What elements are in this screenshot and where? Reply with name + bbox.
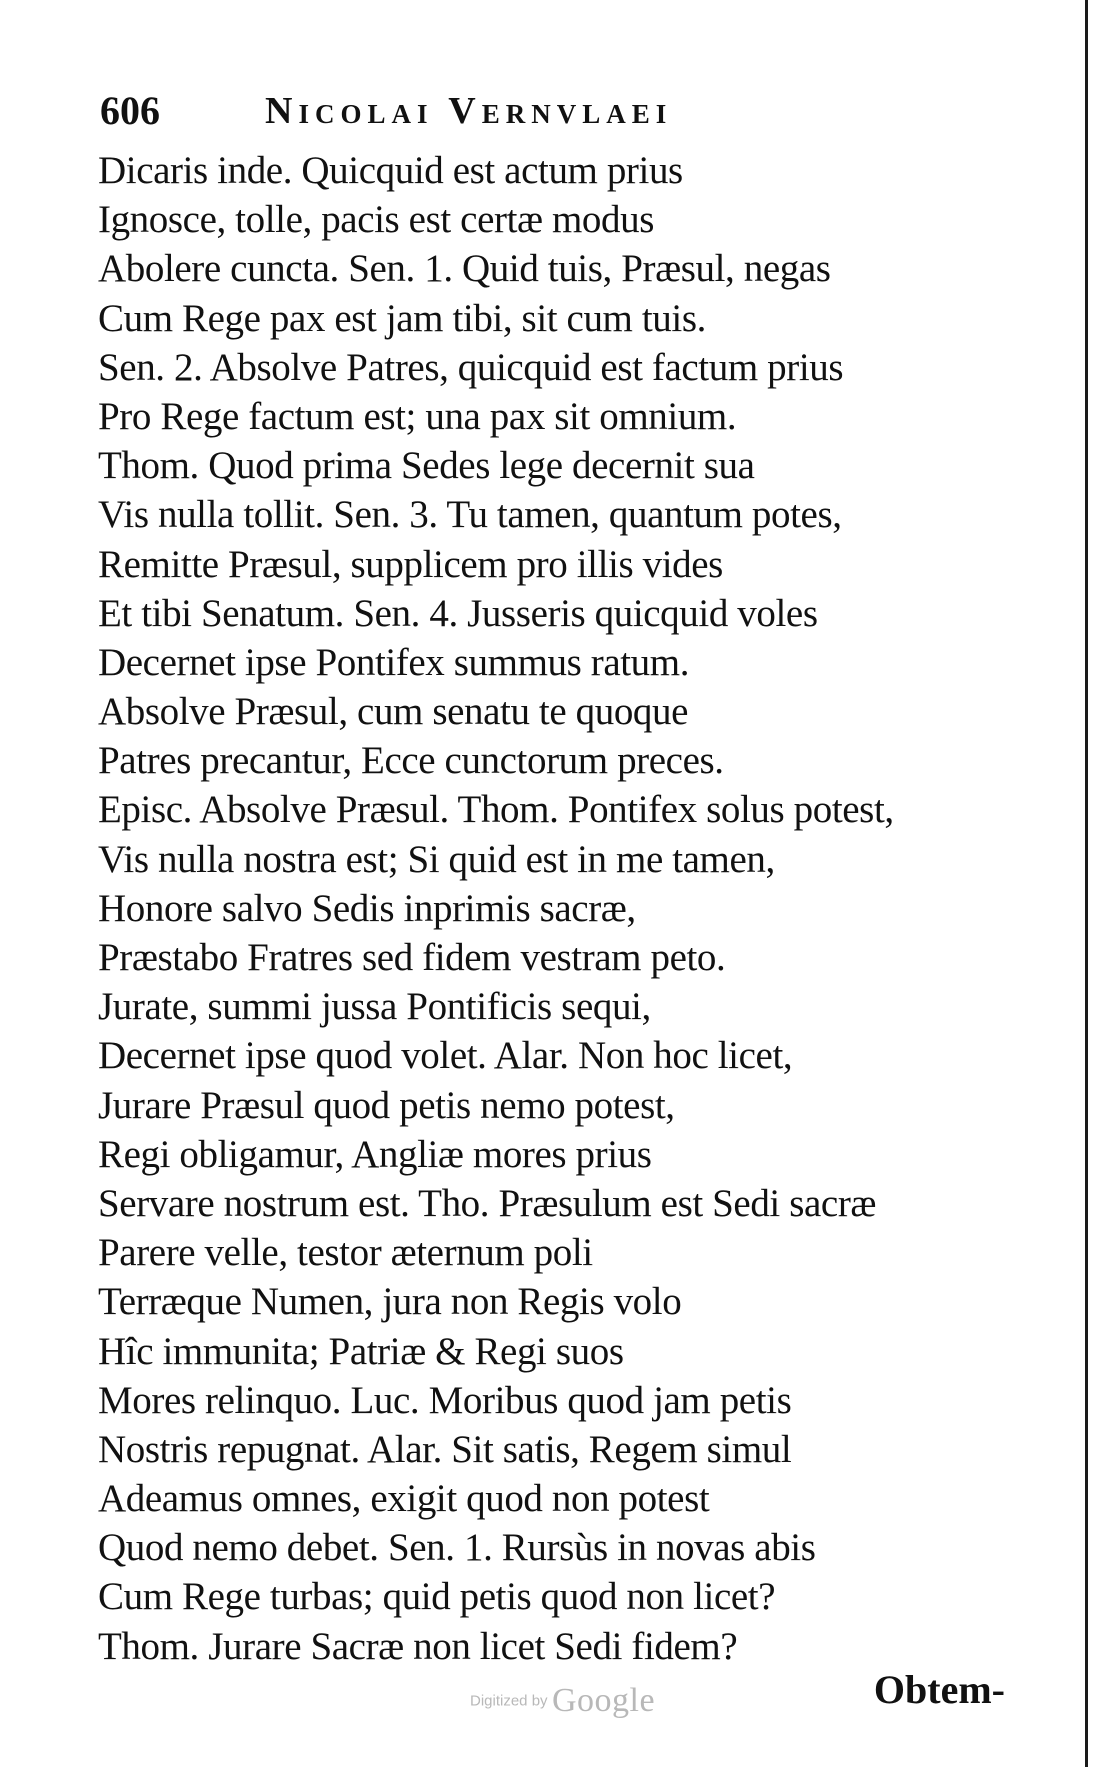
verse-line: Hîc immunita; Patriæ & Regi suos [98,1329,624,1373]
verse-line: Episc. Absolve Præsul. Thom. Pontifex solus potest, [98,788,894,832]
watermark-prefix: Digitized by [470,1692,548,1710]
verse-line: Jurate, summi jussa Pontificis sequi, [98,985,651,1029]
verse-line: Remitte Præsul, supplicem pro illis vides [98,542,723,586]
verse-line: Mores relinquo. Luc. Moribus quod jam petis [98,1378,792,1422]
verse-line: Absolve Præsul, cum senatu te quoque [98,690,689,734]
verse-line: Vis nulla tollit. Sen. 3. Tu tamen, quantum potes, [98,493,842,537]
verse-line: Præstabo Fratres sed fidem vestram peto. [98,936,726,979]
page-header [100,86,1000,136]
watermark-brand: Google [552,1682,656,1719]
catchword: Obtem- [873,1667,1005,1712]
verse-line: Regi obligamur, Angliæ mores prius [98,1132,652,1176]
verse-line: Pro Rege factum est; una pax sit omnium. [98,394,737,438]
verse-line: Abolere cuncta. Sen. 1. Quid tuis, Præsul, negas [98,247,831,291]
verse-line: Thom. Quod prima Sedes lege decernit sua [98,444,755,488]
verse-line: Thom. Jurare Sacræ non licet Sedi fidem? [98,1624,738,1668]
verse-line: Jurare Præsul quod petis nemo potest, [98,1083,675,1127]
verse-line: Quod nemo debet. Sen. 1. Rursùs in novas abis [98,1526,816,1570]
running-head: Nicolai Vernvlaei [265,90,673,132]
digitized-watermark [470,1682,655,1722]
verse-line: Cum Rege pax est jam tibi, sit cum tuis. [98,296,706,340]
verse-line: Parere velle, testor æternum poli [98,1231,593,1275]
verse-line: Honore salvo Sedis inprimis sacræ, [98,886,636,930]
verse-line: Sen. 2. Absolve Patres, quicquid est factum prius [98,345,844,389]
verse-line: Decernet ipse Pontifex summus ratum. [98,640,690,684]
verse-line: Nostris repugnat. Alar. Sit satis, Regem simul [98,1427,792,1471]
verse-line: Vis nulla nostra est; Si quid est in me tamen, [98,837,775,881]
page-gutter-rule [1085,0,1088,1767]
verse-line: Terræque Numen, jura non Regis volo [98,1280,682,1324]
verse-line: Patres precantur, Ecce cunctorum preces. [98,739,724,783]
verse-line: Adeamus omnes, exigit quod non potest [98,1477,710,1521]
verse-line: Cum Rege turbas; quid petis quod non licet? [98,1575,776,1619]
verse-line: Servare nostrum est. Tho. Præsulum est Sedi sacræ [98,1181,877,1225]
verse-line: Decernet ipse quod volet. Alar. Non hoc licet, [98,1034,793,1078]
verse-line: Ignosce, tolle, pacis est certæ modus [98,198,654,242]
verse-text-block [98,146,1018,1671]
verse-line: Et tibi Senatum. Sen. 4. Jusseris quicquid voles [98,591,818,635]
verse-line: Dicaris inde. Quicquid est actum prius [98,149,683,192]
page-number: 606 [100,88,160,133]
